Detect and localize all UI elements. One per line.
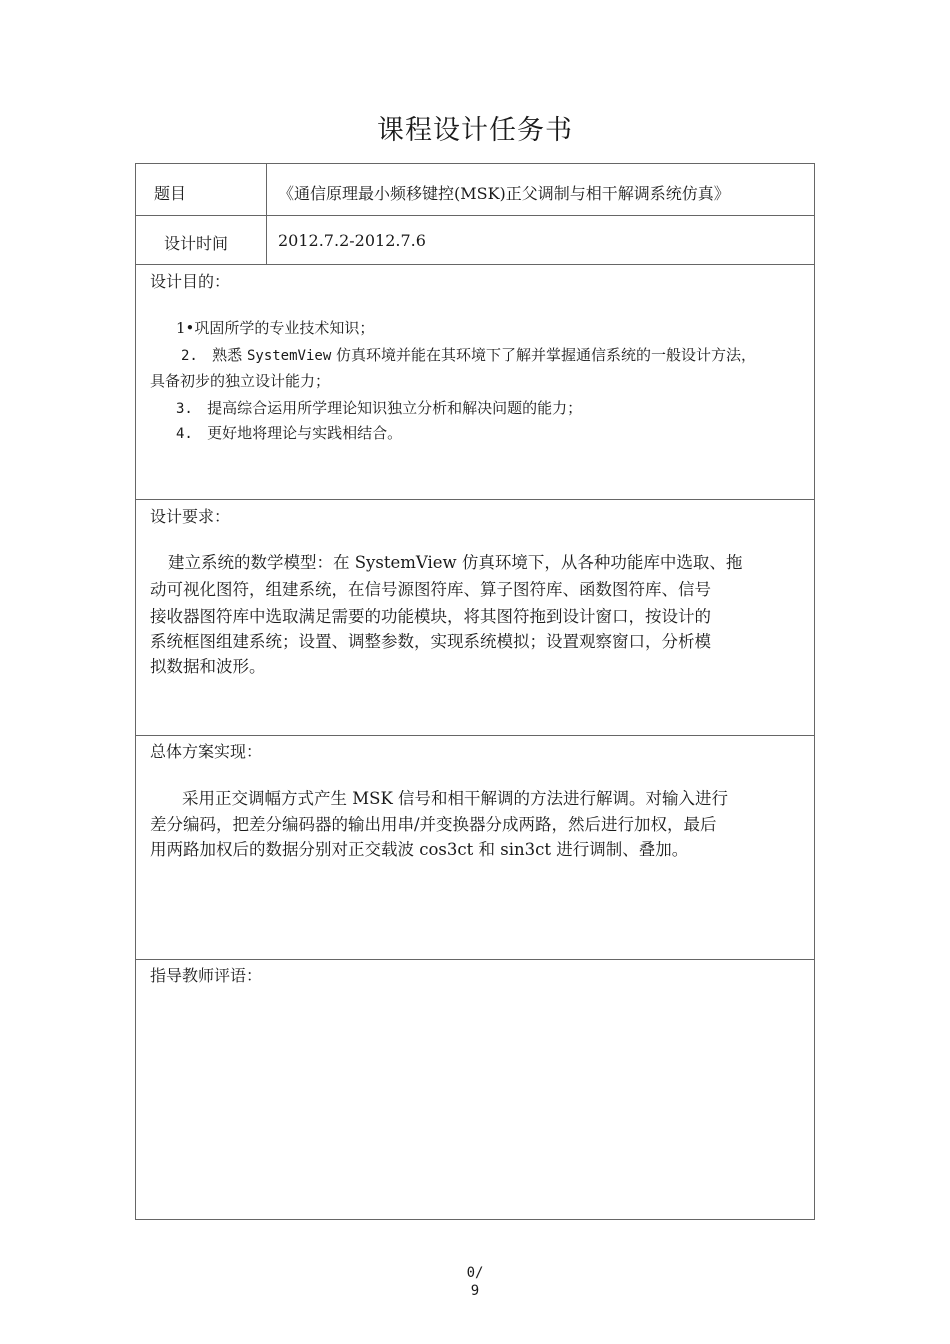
page-number-line-2: 9 (470, 1283, 480, 1299)
scheme-line-1: 采用正交调幅方式产生 MSK 信号和相干解调的方法进行解调。对输入进行 (182, 789, 729, 808)
row-divider (136, 215, 814, 216)
topic-value: 《通信原理最小频移键控(MSK)正父调制与相干解调系统仿真》 (278, 184, 730, 203)
topic-label: 题目 (154, 184, 187, 203)
document-title: 课程设计任务书 (377, 115, 573, 146)
purpose-item-2-text-b: 仿真环境并能在其环境下了解并掌握通信系统的一般设计方法， (336, 346, 757, 364)
purpose-item-3-number: 3. (176, 401, 193, 417)
requirements-line-5: 拟数据和波形。 (150, 657, 266, 676)
requirements-heading: 设计要求： (150, 507, 231, 526)
scheme-line-2: 差分编码，把差分编码器的输出用串/并变换器分成两路，然后进行加权，最后 (150, 815, 717, 834)
purpose-item-3-text: 提高综合运用所学理论知识独立分析和解决问题的能力； (207, 399, 583, 417)
section-divider (136, 499, 814, 500)
requirements-line-3: 接收器图符库中选取满足需要的功能模块，将其图符拖到设计窗口，按设计的 (150, 607, 711, 626)
requirements-line-1: 建立系统的数学模型：在 SystemView 仿真环境下，从各种功能库中选取、拖 (168, 553, 743, 572)
requirements-line-2: 动可视化图符，组建系统，在信号源图符库、算子图符库、函数图符库、信号 (150, 580, 711, 599)
purpose-item-4 (176, 420, 402, 448)
purpose-item-2 (181, 342, 756, 370)
purpose-heading: 设计目的： (150, 272, 231, 291)
task-table (135, 163, 815, 1220)
purpose-item-2-number: 2. (181, 348, 198, 364)
purpose-item-3 (176, 395, 582, 423)
row-divider (136, 264, 814, 265)
purpose-item-1: 1•巩固所学的专业技术知识； (176, 319, 375, 337)
purpose-item-2-text-a: 熟悉 (212, 346, 243, 364)
section-divider (136, 735, 814, 736)
page-number (455, 1264, 495, 1300)
requirements-line-4: 系统框图组建系统；设置、调整参数，实现系统模拟；设置观察窗口，分析模 (150, 632, 711, 651)
purpose-item-2-tool: SystemView (246, 348, 332, 364)
purpose-item-4-text: 更好地将理论与实践相结合。 (207, 424, 403, 442)
page-number-line-1: 0/ (466, 1265, 484, 1281)
scheme-line-3: 用两路加权后的数据分别对正交载波 cos3ct 和 sin3ct 进行调制、叠加。 (150, 840, 689, 859)
purpose-item-2-continued: 具备初步的独立设计能力； (150, 372, 331, 390)
time-label: 设计时间 (164, 234, 229, 253)
time-value: 2012.7.2-2012.7.6 (278, 231, 426, 250)
scheme-heading: 总体方案实现： (150, 742, 263, 761)
comments-heading: 指导教师评语： (150, 966, 263, 985)
section-divider (136, 959, 814, 960)
column-divider (266, 164, 267, 264)
purpose-item-4-number: 4. (176, 426, 193, 442)
